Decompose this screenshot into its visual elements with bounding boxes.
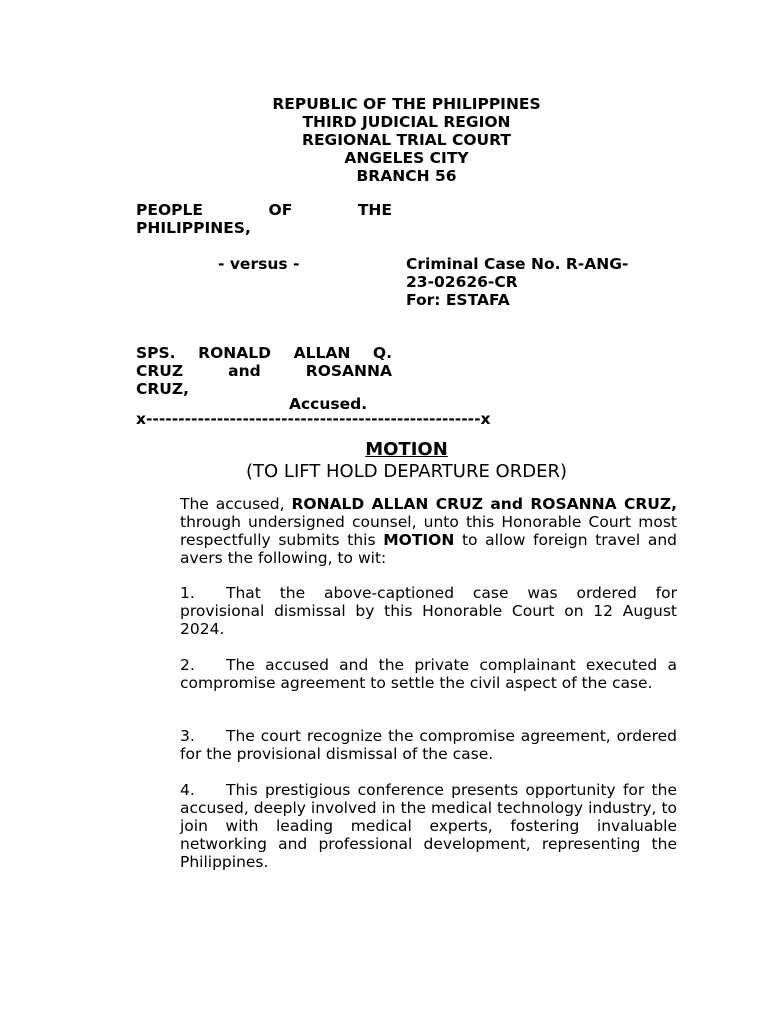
court-header	[136, 95, 677, 185]
case-number-line-2: 23-02626-CR	[406, 273, 518, 291]
intro-part-2: through undersigned counsel, unto this Honorable Court most respectfully submits this	[180, 513, 677, 549]
title-sub: (TO LIFT HOLD DEPARTURE ORDER)	[246, 461, 567, 482]
paragraph-number: 4.	[180, 781, 195, 799]
case-offense: For: ESTAFA	[406, 291, 510, 309]
paragraph-text: The accused and the private complainant executed a compromise agreement to settle the civil aspect of the case.	[180, 656, 677, 692]
accused-word: Q.	[372, 344, 392, 362]
accused-line-2	[136, 362, 392, 380]
accused-word: ALLAN	[293, 344, 351, 362]
accused-names-bold: RONALD ALLAN CRUZ and ROSANNA CRUZ,	[291, 495, 677, 513]
intro-text	[136, 495, 677, 567]
numbered-paragraph	[136, 727, 677, 763]
paragraph-body	[136, 727, 677, 763]
title-main: MOTION	[365, 439, 448, 460]
numbered-paragraph	[136, 781, 677, 871]
paragraph-number: 3.	[180, 727, 195, 745]
plaintiff-word: OF	[268, 201, 293, 219]
plaintiff-word: PEOPLE	[136, 201, 203, 219]
plaintiff-caption	[136, 201, 392, 237]
accused-label: Accused.	[289, 395, 368, 413]
motion-title	[136, 439, 677, 483]
intro-paragraph	[136, 495, 677, 567]
versus-label: - versus -	[218, 255, 300, 273]
case-info	[406, 255, 666, 309]
plaintiff-line-1	[136, 201, 392, 219]
header-court: REGIONAL TRIAL COURT	[302, 131, 511, 149]
header-branch: BRANCH 56	[356, 167, 457, 185]
paragraph-text: This prestigious conference presents opportunity for the accused, deeply involved in the medical technology industry, to join with leading medical experts, fostering invaluable networking and professional development, representing the Philippines.	[180, 781, 677, 871]
paragraph-text: The court recognize the compromise agreement, ordered for the provisional dismissal of the case.	[180, 727, 677, 763]
numbered-paragraph	[136, 656, 677, 692]
paragraph-number: 1.	[180, 584, 195, 602]
plaintiff-line-2: PHILIPPINES,	[136, 219, 251, 237]
plaintiff-word: THE	[357, 201, 392, 219]
case-number-line-1: Criminal Case No. R-ANG-	[406, 255, 629, 273]
header-republic: REPUBLIC OF THE PHILIPPINES	[272, 95, 541, 113]
paragraph-body	[136, 584, 677, 638]
paragraph-body	[136, 781, 677, 871]
motion-bold: MOTION	[383, 531, 455, 549]
paragraph-number: 2.	[180, 656, 195, 674]
caption-separator: x----------------------------------------------------x	[136, 410, 491, 428]
header-city: ANGELES CITY	[344, 149, 469, 167]
paragraph-text: That the above-captioned case was ordered for provisional dismissal by this Honorable Court on 12 August 2024.	[180, 584, 677, 638]
header-region: THIRD JUDICIAL REGION	[302, 113, 511, 131]
numbered-paragraph	[136, 584, 677, 638]
accused-line-1	[136, 344, 392, 362]
accused-caption	[136, 344, 392, 398]
accused-word: CRUZ	[136, 362, 184, 380]
accused-line-3: CRUZ,	[136, 380, 190, 398]
accused-word: RONALD	[198, 344, 271, 362]
paragraph-body	[136, 656, 677, 692]
intro-part-3: to allow foreign travel and avers the following, to wit:	[180, 531, 677, 567]
intro-part-1: The accused,	[180, 495, 292, 513]
accused-word: SPS.	[136, 344, 176, 362]
accused-word: and	[228, 362, 261, 380]
accused-word: ROSANNA	[305, 362, 392, 380]
